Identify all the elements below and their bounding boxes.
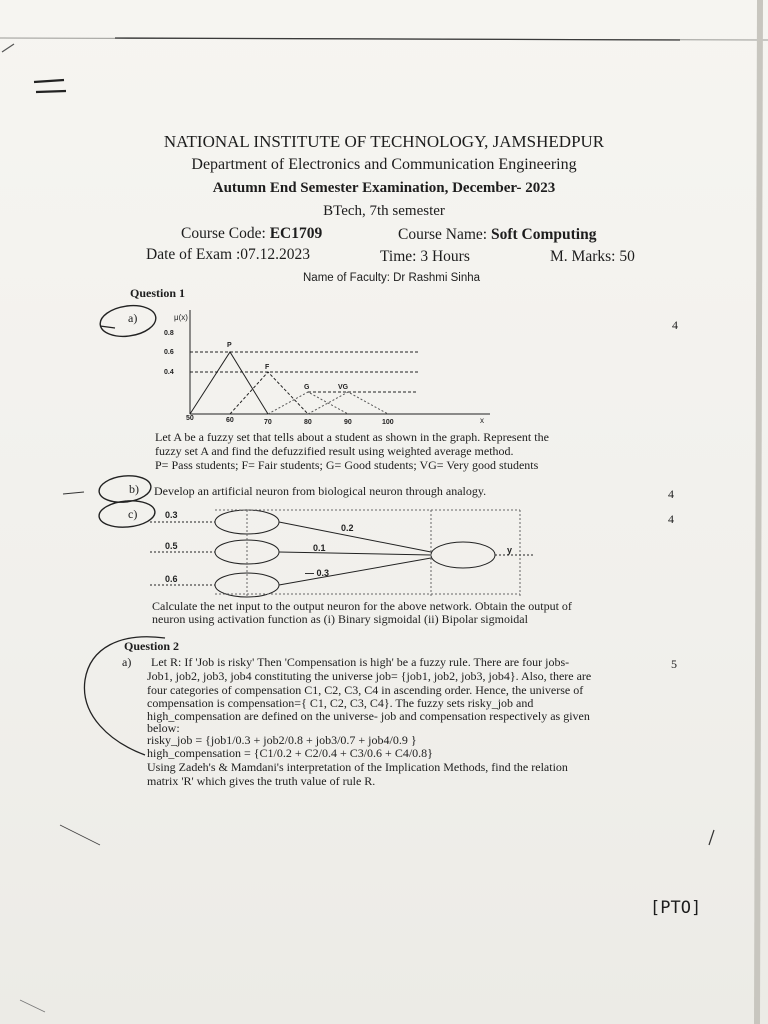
x-tick-100: 100 (382, 419, 394, 426)
question2-title: Question 2 (124, 639, 180, 653)
course-name-label: Course Name: (398, 226, 488, 243)
fuzzy-membership-graph (150, 306, 510, 432)
weight-label-1: 0.2 (341, 523, 354, 533)
q1a-label: a) (128, 311, 138, 325)
pto-note: [PTO] (650, 898, 702, 918)
exam-date (146, 246, 310, 264)
q1a-text-line2: fuzzy set A and find the defuzzified result using weighted average method. (155, 444, 514, 458)
set-vg-line (308, 392, 388, 414)
exam-title: Autumn End Semester Examination, December- 2023 (212, 180, 556, 196)
q2a-marks: 5 (671, 657, 677, 671)
course-code-label: Course Code: (181, 225, 266, 242)
q1c-marks: 4 (668, 512, 674, 526)
q2a-text-line2: Job1, job2, job3, job4 constituting the universe job= {job1, job2, job3, job4}. Also, there are (147, 669, 592, 683)
x-tick-60: 60 (226, 417, 234, 424)
course-code-value: EC1709 (269, 225, 323, 242)
x-axis-label: x (480, 416, 484, 425)
set-label-p: P (227, 342, 232, 349)
course-name-value: Soft Computing (490, 226, 597, 243)
programme: BTech, 7th semester (323, 203, 445, 219)
weight-edge-1 (279, 522, 431, 552)
q2a-text-line6: below: (147, 721, 180, 735)
x-tick-80: 80 (304, 419, 312, 426)
input-neuron-3 (215, 573, 279, 597)
exam-time: Time: 3 Hours (380, 248, 470, 265)
set-f-line (230, 372, 308, 414)
exam-date-value: 07.12.2023 (240, 246, 311, 263)
q2a-text-line4: compensation is compensation={ C1, C2, C3, C4}. The fuzzy sets risky_job and (147, 696, 534, 710)
q1b-marks: 4 (668, 487, 674, 501)
course-code (181, 225, 322, 243)
y-tick-0.4: 0.4 (164, 369, 174, 376)
q2a-text-line3: four categories of compensation C1, C2, C3, C4 in ascending order. Hence, the universe of (147, 683, 584, 697)
weight-label-3: — 0.3 (305, 568, 330, 578)
q1a-marks: 4 (672, 318, 678, 332)
q2a-label: a) (122, 655, 132, 669)
exam-date-label: Date of Exam : (146, 246, 241, 263)
x-tick-50: 50 (186, 415, 194, 422)
q1a-text-line3: P= Pass students; F= Fair students; G= Good students; VG= Very good students (155, 458, 539, 472)
q2a-text-line5: high_compensation are defined on the universe- job and compensation respectively as given (147, 709, 590, 723)
set-p-line (190, 352, 268, 414)
set-label-f: F (265, 364, 270, 371)
q1c-text-line2: neuron using activation function as (i) Binary sigmoidal (ii) Bipolar sigmoidal (152, 612, 528, 626)
input-value-2: 0.5 (165, 541, 178, 551)
q2a-text-line7: risky_job = {job1/0.3 + job2/0.8 + job3/0.7 + job4/0.9 } (147, 733, 417, 747)
set-g-line (268, 392, 348, 414)
y-tick-0.8: 0.8 (164, 330, 174, 337)
output-neuron (431, 542, 495, 568)
y-tick-0.6: 0.6 (164, 349, 174, 356)
q2a-text-line1: Let R: If 'Job is risky' Then 'Compensation is high' be a fuzzy rule. There are four jobs- (151, 655, 570, 669)
q2a-text-line10: matrix 'R' which gives the truth value of rule R. (147, 774, 376, 788)
q1a-text-line1: Let A be a fuzzy set that tells about a student as shown in the graph. Represent the (155, 430, 549, 444)
max-marks: M. Marks: 50 (550, 248, 635, 265)
q2a-text-line8: high_compensation = {C1/0.2 + C2/0.4 + C3/0.6 + C4/0.8} (147, 746, 433, 760)
q1c-text-line1: Calculate the net input to the output neuron for the above network. Obtain the output of (152, 599, 572, 613)
course-name (398, 226, 597, 244)
weight-edge-2 (279, 552, 431, 555)
weight-label-2: 0.1 (313, 543, 326, 553)
output-label: y (507, 545, 513, 555)
set-label-vg: VG (338, 384, 349, 391)
neural-network-diagram (145, 502, 545, 602)
q1c-label: c) (128, 507, 138, 521)
q2a-text-line9: Using Zadeh's & Mamdani's interpretation of the Implication Methods, find the relation (147, 760, 568, 774)
institute-name: NATIONAL INSTITUTE OF TECHNOLOGY, JAMSHEDPUR (163, 132, 605, 151)
q1b-label: b) (129, 482, 139, 496)
input-value-3: 0.6 (165, 574, 178, 584)
set-label-g: G (304, 384, 310, 391)
q1b-text: Develop an artificial neuron from biological neuron through analogy. (154, 484, 487, 498)
graph-y-label: μ(x) (174, 313, 188, 322)
weight-edge-3 (279, 558, 431, 585)
input-value-1: 0.3 (165, 510, 178, 520)
x-tick-70: 70 (264, 419, 272, 426)
department-name: Department of Electronics and Communication Engineering (191, 156, 577, 173)
faculty-name: Name of Faculty: Dr Rashmi Sinha (303, 272, 481, 284)
x-tick-90: 90 (344, 419, 352, 426)
question1-title: Question 1 (130, 286, 186, 300)
